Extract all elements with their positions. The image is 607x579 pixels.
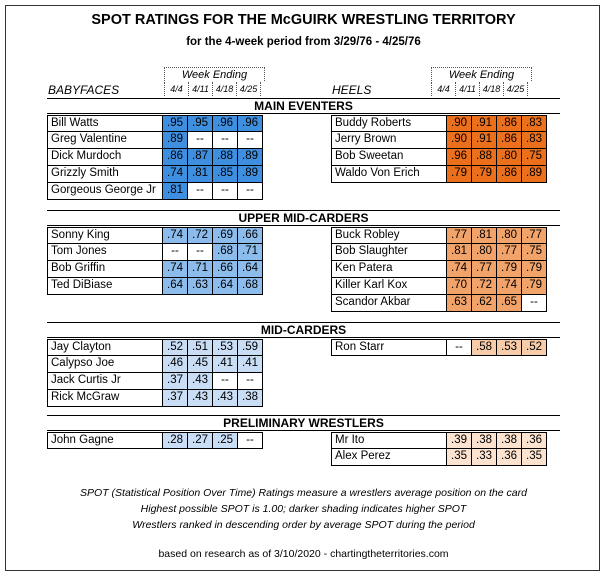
wrestler-row — [47, 356, 263, 373]
spot-value: .91 — [472, 115, 497, 132]
spot-value: .37 — [163, 390, 188, 407]
date-header-cell: 4/18 — [212, 82, 237, 96]
spot-value: .65 — [497, 295, 522, 312]
spot-value: .38 — [472, 432, 497, 449]
spot-value: .58 — [472, 339, 497, 356]
wrestler-name: Jay Clayton — [47, 339, 163, 356]
spot-value: .45 — [188, 356, 213, 373]
wrestler-name: Rick McGraw — [47, 390, 163, 407]
wrestler-row — [331, 432, 547, 449]
spot-value: .43 — [188, 373, 213, 390]
spot-value: -- — [238, 432, 263, 449]
spot-value: .85 — [213, 166, 238, 183]
section-header: MAIN EVENTERS — [47, 98, 560, 114]
wrestler-name: Waldo Von Erich — [331, 166, 447, 183]
week-ending-label-right: Week Ending — [431, 67, 532, 81]
wrestler-name: Alex Perez — [331, 449, 447, 466]
spot-value: -- — [238, 373, 263, 390]
wrestler-row — [331, 227, 547, 244]
date-header-cell: 4/25 — [503, 82, 528, 96]
wrestler-row — [47, 432, 263, 449]
spot-value: -- — [213, 132, 238, 149]
spot-value: .77 — [522, 227, 547, 244]
wrestler-name: John Gagne — [47, 432, 163, 449]
spot-value: .80 — [497, 227, 522, 244]
spot-value: .68 — [213, 244, 238, 261]
spot-value: .74 — [447, 261, 472, 278]
week-ending-label-left: Week Ending — [164, 67, 265, 81]
heels-table — [331, 339, 547, 356]
spot-value: .74 — [497, 278, 522, 295]
spot-value: .89 — [238, 149, 263, 166]
source-note: based on research as of 3/10/2020 - chartingtheterritories.com — [158, 548, 449, 560]
spot-value: .69 — [213, 227, 238, 244]
spot-value: .79 — [497, 261, 522, 278]
spot-value: .72 — [188, 227, 213, 244]
spot-value: .72 — [472, 278, 497, 295]
footnote-scale: Highest possible SPOT is 1.00; darker shading indicates higher SPOT — [140, 503, 467, 515]
spot-value: .43 — [213, 390, 238, 407]
spot-value: .79 — [522, 278, 547, 295]
spot-value: .35 — [522, 449, 547, 466]
spot-value: .52 — [522, 339, 547, 356]
spot-value: .89 — [238, 166, 263, 183]
spot-value: .36 — [497, 449, 522, 466]
footnote-definition: SPOT (Statistical Position Over Time) Ratings measure a wrestlers average position on the card — [80, 487, 527, 499]
wrestler-row — [331, 449, 547, 466]
heels-table — [331, 432, 547, 466]
date-header-left — [164, 82, 260, 96]
wrestler-name: Gorgeous George Jr — [47, 183, 163, 200]
spot-value: .86 — [497, 166, 522, 183]
spot-value: .90 — [447, 132, 472, 149]
spot-value: .64 — [163, 278, 188, 295]
spot-value: .64 — [213, 278, 238, 295]
spot-value: .52 — [163, 339, 188, 356]
footnote-ranking: Wrestlers ranked in descending order by average SPOT during the period — [132, 519, 475, 531]
spot-value: .83 — [522, 132, 547, 149]
wrestler-row — [331, 244, 547, 261]
heels-table — [331, 115, 547, 183]
spot-value: .86 — [163, 149, 188, 166]
page-subtitle: for the 4-week period from 3/29/76 - 4/25/76 — [186, 36, 421, 48]
wrestler-name: Killer Karl Kox — [331, 278, 447, 295]
wrestler-row — [47, 183, 263, 200]
section-header: PRELIMINARY WRESTLERS — [47, 415, 560, 431]
wrestler-name: Ted DiBiase — [47, 278, 163, 295]
spot-value: .41 — [213, 356, 238, 373]
spot-value: -- — [188, 132, 213, 149]
spot-value: -- — [213, 373, 238, 390]
spot-value: .74 — [163, 261, 188, 278]
spot-value: .77 — [497, 244, 522, 261]
spot-value: .86 — [497, 115, 522, 132]
wrestler-name: Jack Curtis Jr — [47, 373, 163, 390]
wrestler-name: Greg Valentine — [47, 132, 163, 149]
wrestler-row — [331, 115, 547, 132]
wrestler-row — [47, 166, 263, 183]
date-header-cell: 4/11 — [188, 82, 213, 96]
spot-value: .95 — [188, 115, 213, 132]
spot-value: -- — [163, 244, 188, 261]
spot-value: .33 — [472, 449, 497, 466]
spot-value: .53 — [497, 339, 522, 356]
wrestler-row — [47, 373, 263, 390]
spot-value: .27 — [188, 432, 213, 449]
spot-value: -- — [238, 183, 263, 200]
spot-value: .95 — [163, 115, 188, 132]
spot-value: .81 — [472, 227, 497, 244]
spot-value: .88 — [213, 149, 238, 166]
wrestler-name: Scandor Akbar — [331, 295, 447, 312]
spot-value: .79 — [522, 261, 547, 278]
babyfaces-label: BABYFACES — [48, 83, 120, 97]
spot-value: .38 — [238, 390, 263, 407]
spot-value: .39 — [447, 432, 472, 449]
spot-value: .28 — [163, 432, 188, 449]
spot-value: .59 — [238, 339, 263, 356]
page-title: SPOT RATINGS FOR THE McGUIRK WRESTLING TERRITORY — [91, 12, 516, 28]
date-header-cell: 4/18 — [479, 82, 504, 96]
spot-value: -- — [522, 295, 547, 312]
spot-value: .88 — [472, 149, 497, 166]
spot-value: .70 — [447, 278, 472, 295]
spot-value: .43 — [188, 390, 213, 407]
spot-value: .74 — [163, 166, 188, 183]
spot-value: .53 — [213, 339, 238, 356]
wrestler-name: Mr Ito — [331, 432, 447, 449]
wrestler-row — [331, 149, 547, 166]
wrestler-name: Bob Slaughter — [331, 244, 447, 261]
wrestler-row — [47, 227, 263, 244]
date-header-cell: 4/11 — [455, 82, 480, 96]
wrestler-row — [47, 278, 263, 295]
spot-value: .74 — [163, 227, 188, 244]
spot-value: .41 — [238, 356, 263, 373]
spot-value: .77 — [472, 261, 497, 278]
spot-value: .96 — [238, 115, 263, 132]
spot-value: .66 — [238, 227, 263, 244]
heels-table — [331, 227, 547, 312]
date-header-cell: 4/4 — [164, 82, 189, 96]
spot-value: .64 — [238, 261, 263, 278]
spot-value: .81 — [163, 183, 188, 200]
spot-value: .36 — [522, 432, 547, 449]
wrestler-row — [331, 261, 547, 278]
date-header-cell: 4/25 — [236, 82, 261, 96]
spot-value: .90 — [447, 115, 472, 132]
wrestler-name: Sonny King — [47, 227, 163, 244]
section-header: MID-CARDERS — [47, 322, 560, 338]
wrestler-name: Grizzly Smith — [47, 166, 163, 183]
spot-value: .96 — [447, 149, 472, 166]
spot-value: .75 — [522, 149, 547, 166]
babyfaces-table — [47, 432, 263, 449]
wrestler-name: Bob Sweetan — [331, 149, 447, 166]
wrestler-name: Bob Griffin — [47, 261, 163, 278]
wrestler-name: Buddy Roberts — [331, 115, 447, 132]
spot-value: .80 — [472, 244, 497, 261]
date-header-cell: 4/4 — [431, 82, 456, 96]
spot-value: .62 — [472, 295, 497, 312]
spot-value: .87 — [188, 149, 213, 166]
wrestler-row — [47, 339, 263, 356]
wrestler-row — [47, 390, 263, 407]
spot-value: -- — [188, 183, 213, 200]
spot-value: .89 — [163, 132, 188, 149]
spot-value: .63 — [447, 295, 472, 312]
heels-label: HEELS — [332, 83, 372, 97]
spot-value: .35 — [447, 449, 472, 466]
wrestler-name: Calypso Joe — [47, 356, 163, 373]
spot-value: .89 — [522, 166, 547, 183]
wrestler-row — [47, 115, 263, 132]
spot-value: .71 — [188, 261, 213, 278]
spot-value: .71 — [238, 244, 263, 261]
wrestler-name: Bill Watts — [47, 115, 163, 132]
spot-value: .75 — [522, 244, 547, 261]
spot-value: -- — [447, 339, 472, 356]
section-header: UPPER MID-CARDERS — [47, 210, 560, 226]
spot-value: .63 — [188, 278, 213, 295]
wrestler-name: Buck Robley — [331, 227, 447, 244]
spot-value: .51 — [188, 339, 213, 356]
wrestler-row — [47, 261, 263, 278]
wrestler-name: Ron Starr — [331, 339, 447, 356]
spot-value: .66 — [213, 261, 238, 278]
date-header-right — [431, 82, 527, 96]
spot-value: .77 — [447, 227, 472, 244]
spot-value: .38 — [497, 432, 522, 449]
wrestler-row — [47, 132, 263, 149]
babyfaces-table — [47, 115, 263, 200]
wrestler-name: Dick Murdoch — [47, 149, 163, 166]
spot-value: -- — [188, 244, 213, 261]
wrestler-row — [47, 244, 263, 261]
spot-value: -- — [238, 132, 263, 149]
spot-value: .68 — [238, 278, 263, 295]
spot-value: -- — [213, 183, 238, 200]
spot-value: .79 — [447, 166, 472, 183]
babyfaces-table — [47, 339, 263, 407]
wrestler-row — [331, 132, 547, 149]
wrestler-row — [331, 295, 547, 312]
spot-value: .80 — [497, 149, 522, 166]
wrestler-row — [331, 166, 547, 183]
wrestler-name: Tom Jones — [47, 244, 163, 261]
spot-value: .37 — [163, 373, 188, 390]
spot-value: .81 — [188, 166, 213, 183]
spot-value: .86 — [497, 132, 522, 149]
spot-value: .46 — [163, 356, 188, 373]
spot-value: .83 — [522, 115, 547, 132]
wrestler-row — [47, 149, 263, 166]
wrestler-row — [331, 339, 547, 356]
wrestler-name: Jerry Brown — [331, 132, 447, 149]
spot-value: .79 — [472, 166, 497, 183]
spot-value: .91 — [472, 132, 497, 149]
babyfaces-table — [47, 227, 263, 295]
spot-value: .96 — [213, 115, 238, 132]
spot-value: .81 — [447, 244, 472, 261]
spot-value: .25 — [213, 432, 238, 449]
wrestler-row — [331, 278, 547, 295]
wrestler-name: Ken Patera — [331, 261, 447, 278]
